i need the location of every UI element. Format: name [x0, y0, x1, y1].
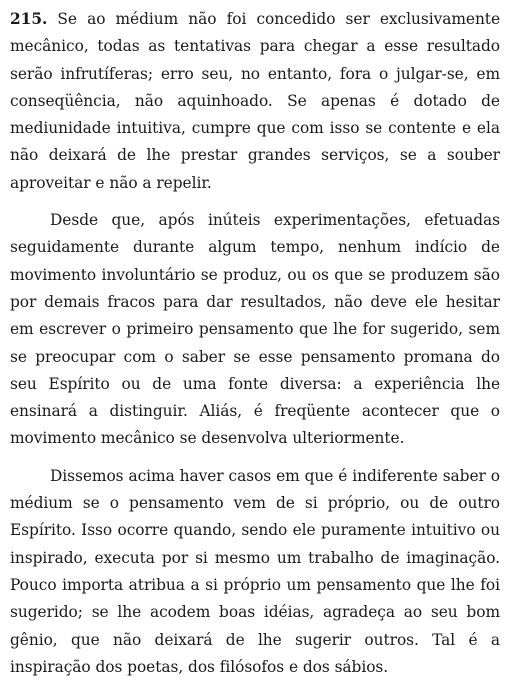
- item-number: 215.: [10, 10, 48, 28]
- paragraph-1-text: Se ao médium não foi concedido ser exclusivamente mecânico, todas as tentativas para chegar a esse resultado serão infrutíferas; erro seu, no entanto, fora o julgar-se, em conseqüência, não aquinhoado. Se apenas é dotado de mediunidade intuitiva, cumpre que com isso se contente e ela não deixará de lhe prestar grandes serviços, se a souber aproveitar e não a repelir.: [10, 10, 500, 192]
- paragraph-3: Dissemos acima haver casos em que é indiferente saber o médium se o pensamento vem de si próprio, ou de outro Espírito. Isso ocorre quando, sendo ele puramente intuitivo ou inspirado, executa por si mesmo um trabalho de imaginação. Pouco importa atribua a si próprio um pensamento que lhe foi sugerido; se lhe acodem boas idéias, agradeça ao seu bom gênio, que não deixará de lhe sugerir outros. Tal é a inspiração dos poetas, dos filósofos e dos sábios.: [10, 466, 500, 676]
- paragraph-2: Desde que, após inúteis experimentações, efetuadas seguidamente durante algum tempo, nenhum indício de movimento involuntário se produz, ou os que se produzem são por demais fracos para dar resultados, não deve ele hesitar em escrever o primeiro pensamento que lhe for sugerido, sem se preocupar com o saber se esse pensamento promana do seu Espírito ou de uma fonte diversa: a experiência lhe ensinará a distinguir. Aliás, é freqüente acontecer que o movimento mecânico se desenvolva ulteriormente.: [10, 211, 500, 448]
- paragraph-1: [10, 6, 500, 197]
- document-page: [10, 6, 500, 681]
